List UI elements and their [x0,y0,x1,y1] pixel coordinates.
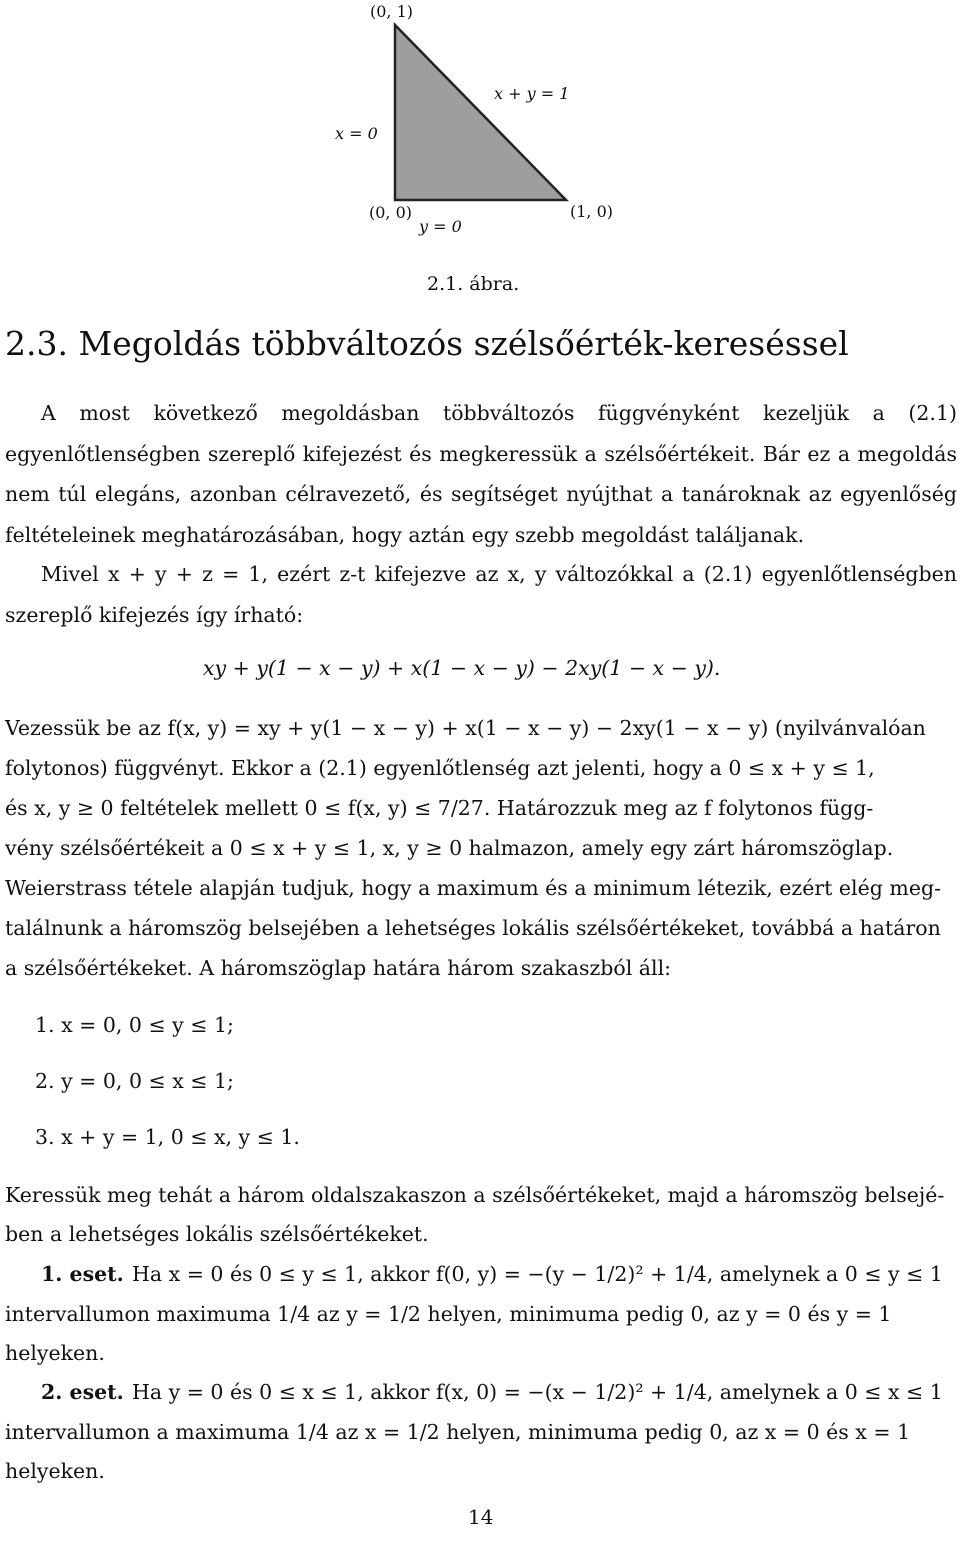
page-number: 14 [468,1505,494,1529]
list-item: 3. x + y = 1, 0 ≤ x, y ≤ 1. [35,1125,300,1149]
triangle-region [395,25,566,200]
paragraph-intro: A most következő megoldásban többváltozós függvényként kezeljük a (2.1) egyenlőtlenségben szereplő kifejezést és megkeressük a szélsőértékeit. Bár ez a megoldás nem túl elegáns, azonban célravezető, és segítséget nyújthat a tanároknak az egyenlőség feltételeinek meghatározásában, hogy aztán egy szebb megoldást találjanak. [5,401,957,547]
label-bottom-side: y = 0 [419,217,462,236]
case-2-line-3: helyeken. [5,1459,105,1483]
p3-line-7: a szélsőértékeket. A háromszöglap határa három szakaszból áll: [5,956,672,980]
label-origin: (0, 0) [369,203,413,222]
display-equation: xy + y(1 − x − y) + x(1 − x − y) − 2xy(1 − x − y). [203,656,721,680]
p3-line-6: találnunk a háromszög belsejében a lehetséges lokális szélsőértékeket, továbbá a határon [5,916,941,940]
p3-line-1: Vezessük be az f(x, y) = xy + y(1 − x − y) + x(1 − x − y) − 2xy(1 − x − y) (nyilvánvalóan [5,716,926,740]
label-hypotenuse: x + y = 1 [494,84,570,103]
case-2-label: 2. eset. [41,1380,124,1404]
p4-line-1: Keressük meg tehát a három oldalszakaszon a szélsőértékeket, majd a háromszög belsejé- [5,1183,945,1207]
figure-caption: 2.1. ábra. [427,273,520,295]
case-1-label: 1. eset. [41,1262,124,1286]
list-item: 2. y = 0, 0 ≤ x ≤ 1; [35,1069,234,1093]
case-1-line-2: intervallumon maximuma 1/4 az y = 1/2 helyen, minimuma pedig 0, az y = 0 és y = 1 [5,1302,892,1326]
case-2-line-2: intervallumon a maximuma 1/4 az x = 1/2 helyen, minimuma pedig 0, az x = 0 és x = 1 [5,1420,911,1444]
p3-line-5: Weierstrass tétele alapján tudjuk, hogy a maximum és a minimum létezik, ezért elég meg- [5,876,942,900]
label-top-vertex: (0, 1) [370,2,414,21]
section-title: 2.3. Megoldás többváltozós szélsőérték-kereséssel [5,324,849,363]
p4-line-2: ben a lehetséges lokális szélsőértékeket. [5,1222,429,1246]
p3-line-2: folytonos) függvényt. Ekkor a (2.1) egyenlőtlenség azt jelenti, hogy a 0 ≤ x + y ≤ 1, [5,756,875,780]
label-left-side: x = 0 [335,124,378,143]
case-1-line-3: helyeken. [5,1341,105,1365]
list-item: 1. x = 0, 0 ≤ y ≤ 1; [35,1013,234,1037]
label-right-vertex: (1, 0) [570,202,614,221]
case-2-line-1: Ha y = 0 és 0 ≤ x ≤ 1, akkor f(x, 0) = −(x − 1/2)² + 1/4, amelynek a 0 ≤ x ≤ 1 [132,1380,943,1404]
case-1-line-1: Ha x = 0 és 0 ≤ y ≤ 1, akkor f(0, y) = −(y − 1/2)² + 1/4, amelynek a 0 ≤ y ≤ 1 [132,1262,943,1286]
paragraph-substitution: Mivel x + y + z = 1, ezért z-t kifejezve az x, y változókkal a (2.1) egyenlőtlenségben szereplő kifejezés így írható: [5,562,957,627]
p3-line-3: és x, y ≥ 0 feltételek mellett 0 ≤ f(x, y) ≤ 7/27. Határozzuk meg az f folytonos függ- [5,796,874,820]
p3-line-4: vény szélsőértékeit a 0 ≤ x + y ≤ 1, x, y ≥ 0 halmazon, amely egy zárt háromszöglap. [5,836,894,860]
triangle-figure [0,0,960,310]
